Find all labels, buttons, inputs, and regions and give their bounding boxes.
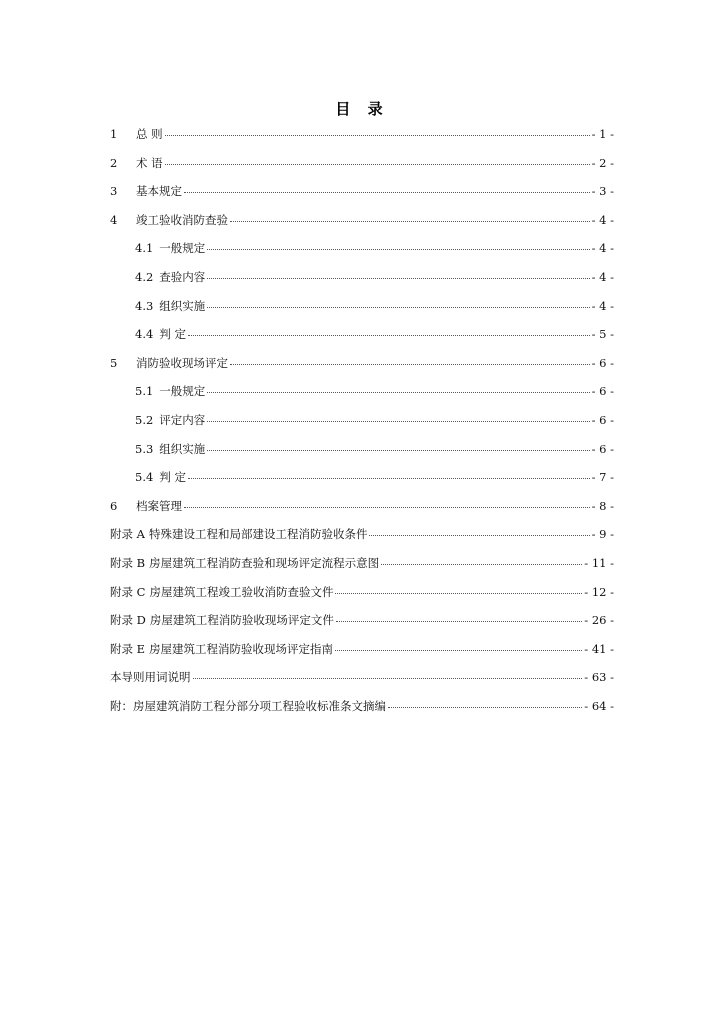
toc-number: 1 (110, 127, 118, 141)
toc-number: 4 (110, 212, 118, 227)
toc-number: 5 (110, 355, 118, 370)
toc-entry[interactable] (110, 177, 614, 206)
dot-leader (165, 155, 590, 165)
toc-label: 房屋建筑工程消防验收现场评定文件 (149, 613, 334, 628)
toc-appendix[interactable] (110, 635, 614, 664)
toc-page: - 11 - (584, 555, 614, 570)
toc-page: - 4 - (591, 212, 614, 227)
dot-leader (230, 212, 590, 222)
dot-leader (207, 383, 589, 393)
toc-page: - 6 - (591, 441, 614, 456)
toc-label: 判 定 (159, 470, 186, 485)
toc-subentry[interactable] (110, 377, 614, 406)
toc-number: 附录 E (110, 641, 146, 656)
toc-label: 评定内容 (159, 412, 206, 427)
toc-label: 消防验收现场评定 (136, 355, 228, 370)
toc-page: - 4 - (591, 269, 614, 284)
toc-entry[interactable] (110, 206, 614, 235)
toc-page: - 4 - (591, 241, 614, 256)
toc-label: 查验内容 (159, 269, 206, 284)
toc-page: - 7 - (591, 470, 614, 485)
toc-label: 术 语 (136, 155, 163, 170)
toc-entry[interactable] (110, 663, 614, 692)
toc-page: - 2 - (591, 155, 614, 170)
dot-leader (335, 641, 582, 651)
toc-entry[interactable] (110, 349, 614, 378)
toc-page: - 8 - (591, 498, 614, 513)
toc-page: - 6 - (591, 412, 614, 427)
toc-appendix[interactable] (110, 578, 614, 607)
toc-label: 判 定 (159, 327, 186, 342)
toc-number: 4.3 (135, 298, 154, 313)
dot-leader (335, 584, 582, 594)
dot-leader (165, 126, 590, 136)
toc-number: 4.4 (135, 327, 154, 342)
toc-page: - 26 - (584, 613, 614, 628)
toc-label: 基本规定 (136, 184, 182, 199)
toc-page: - 12 - (584, 584, 614, 599)
toc-label: 房屋建筑工程消防验收现场评定指南 (149, 641, 334, 656)
dot-leader (207, 298, 589, 308)
toc-page: - 3 - (591, 184, 614, 199)
toc-page: - 63 - (584, 670, 614, 685)
dot-leader (184, 498, 590, 508)
toc-label: 房屋建筑工程消防查验和现场评定流程示意图 (149, 555, 380, 570)
toc-page: - 1 - (591, 127, 614, 141)
toc-label: 一般规定 (159, 384, 206, 399)
toc-entry[interactable] (110, 692, 614, 721)
toc-label: 本导则用词说明 (110, 670, 191, 685)
toc-page: - 4 - (591, 298, 614, 313)
toc-appendix[interactable] (110, 520, 614, 549)
toc-number: 附录 B (110, 555, 146, 570)
dot-leader (207, 412, 589, 422)
table-of-contents (110, 120, 614, 720)
toc-number: 4.2 (135, 269, 154, 284)
toc-entry[interactable] (110, 120, 614, 149)
dot-leader (193, 669, 583, 679)
dot-leader (184, 183, 590, 193)
toc-label: 一般规定 (159, 241, 206, 256)
toc-appendix[interactable] (110, 549, 614, 578)
toc-label: 房屋建筑工程竣工验收消防查验文件 (149, 584, 334, 599)
toc-subentry[interactable] (110, 292, 614, 321)
toc-subentry[interactable] (110, 435, 614, 464)
toc-page: - 64 - (584, 698, 614, 713)
dot-leader (388, 698, 582, 708)
toc-number: 5.4 (135, 470, 154, 485)
dot-leader (188, 326, 590, 336)
toc-number: 附录 A (110, 527, 145, 542)
toc-label: 特殊建设工程和局部建设工程消防验收条件 (148, 527, 368, 542)
dot-leader (188, 469, 590, 479)
toc-subentry[interactable] (110, 234, 614, 263)
toc-page: - 41 - (584, 641, 614, 656)
toc-label: 组织实施 (159, 441, 206, 456)
toc-subentry[interactable] (110, 406, 614, 435)
toc-subentry[interactable] (110, 263, 614, 292)
dot-leader (381, 555, 582, 565)
toc-label: 总 则 (136, 127, 163, 141)
dot-leader (207, 240, 589, 250)
toc-entry[interactable] (110, 149, 614, 178)
toc-label: 档案管理 (136, 498, 182, 513)
toc-number: 6 (110, 498, 118, 513)
dot-leader (207, 441, 589, 451)
toc-number: 附录 D (110, 613, 146, 628)
toc-subentry[interactable] (110, 320, 614, 349)
toc-number: 3 (110, 184, 118, 199)
toc-number: 附录 C (110, 584, 146, 599)
toc-page: - 9 - (591, 527, 614, 542)
toc-number: 2 (110, 155, 118, 170)
toc-page: - 5 - (591, 327, 614, 342)
toc-label: 竣工验收消防查验 (136, 212, 228, 227)
toc-entry[interactable] (110, 492, 614, 521)
dot-leader (369, 526, 589, 536)
dot-leader (207, 269, 589, 279)
toc-number: 5.3 (135, 441, 154, 456)
toc-title: 目 录 (335, 100, 389, 118)
toc-number: 4.1 (135, 241, 154, 256)
dot-leader (336, 612, 582, 622)
toc-page: - 6 - (591, 355, 614, 370)
dot-leader (230, 355, 590, 365)
toc-number: 5.1 (135, 384, 154, 399)
toc-appendix[interactable] (110, 606, 614, 635)
toc-page: - 6 - (591, 384, 614, 399)
toc-number: 5.2 (135, 412, 154, 427)
toc-label: 附：房屋建筑消防工程分部分项工程验收标准条文摘编 (110, 698, 386, 713)
toc-subentry[interactable] (110, 463, 614, 492)
toc-label: 组织实施 (159, 298, 206, 313)
